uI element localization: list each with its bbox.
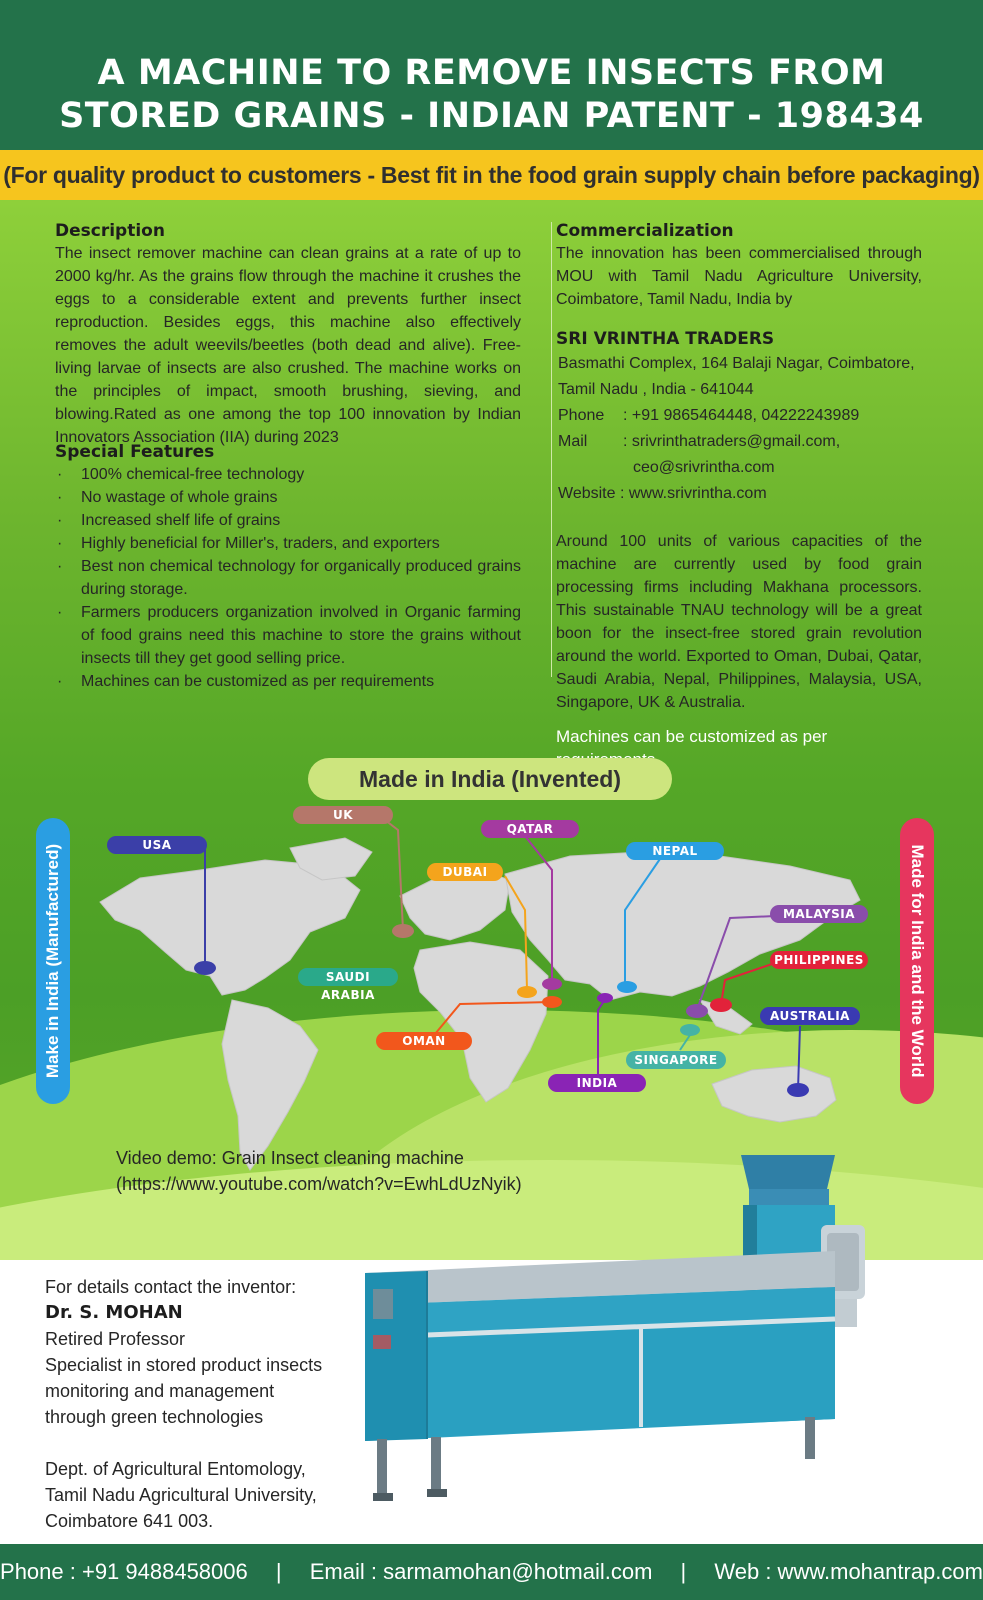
dubai-marker — [517, 986, 537, 998]
made-for-world-label: Made for India and the World — [908, 844, 927, 1078]
footer-separator: | — [275, 1559, 282, 1584]
australia-tag: AUSTRALIA — [760, 1007, 860, 1025]
page-title — [0, 52, 983, 138]
phone-label: Phone — [558, 407, 605, 424]
saudi-arabia-tag: SAUDI ARABIA — [298, 968, 398, 986]
features-list — [55, 463, 521, 693]
company-email[interactable]: : srivrinthatraders@gmail.com, — [623, 433, 841, 450]
made-in-india-banner: Made in India (Invented) — [308, 758, 672, 800]
nepal-marker — [617, 981, 637, 993]
oman-tag: OMAN — [376, 1032, 472, 1050]
dubai-tag: DUBAI — [427, 863, 503, 881]
description-text: The insect remover machine can clean grains at a rate of up to 2000 kg/hr. As the grains flow through the machine it crushes the eggs to a considerable extent and prevents further insect reproduction. Besides eggs, this machine also effectively removes the adult weevils/beetles (both dead and alive). Free-living larvae of insects are also crushed. The machine works on the principles of impact, smooth brushing, sieving, and blowing.Rated as one among the top 100 innovation by Indian Innovators Association (IIA) during 2023 — [55, 245, 521, 446]
uk-tag: UK — [293, 806, 393, 824]
title-line-2: STORED GRAINS - INDIAN PATENT - 198434 — [59, 96, 924, 136]
mail-label: Mail — [558, 433, 588, 450]
inventor-title: Retired Professor — [45, 1329, 186, 1349]
commercialization-heading: Commercialization — [556, 221, 734, 241]
usa-tag: USA — [107, 836, 207, 854]
subtitle-band — [0, 150, 983, 200]
singapore-tag: SINGAPORE — [626, 1051, 726, 1069]
footer-web[interactable]: Web : www.mohantrap.com — [714, 1559, 983, 1584]
inventor-specialty-1: Specialist in stored product insects — [45, 1355, 323, 1375]
footer-separator: | — [680, 1559, 687, 1584]
inventor-specialty-3: through green technologies — [45, 1407, 264, 1427]
australia-marker — [787, 1083, 809, 1097]
singapore-marker — [680, 1024, 700, 1036]
singapore-connector — [680, 1035, 690, 1050]
footer-phone[interactable]: Phone : +91 9488458006 — [0, 1559, 248, 1584]
malaysia-marker — [686, 1004, 708, 1018]
malaysia-tag: MALAYSIA — [770, 905, 868, 923]
india-connector — [598, 998, 606, 1080]
company-contact — [556, 350, 917, 508]
philippines-tag: PHILIPPINES — [770, 951, 868, 969]
uk-marker — [392, 924, 414, 938]
dept-line-3: Coimbatore 641 003. — [45, 1511, 214, 1531]
special-features-section — [55, 441, 521, 693]
commercialization-section — [556, 220, 922, 771]
india-marker — [597, 993, 613, 1003]
contact-intro: For details contact the inventor: — [45, 1277, 297, 1297]
make-in-india-label: Make in India (Manufactured) — [43, 843, 62, 1079]
description-section — [55, 220, 521, 449]
machine-image — [365, 1155, 905, 1535]
feature-item: · Machines can be customized as per requirements — [55, 670, 521, 693]
video-demo-link[interactable]: (https://www.youtube.com/watch?v=EwhLdUzNyik) — [116, 1174, 522, 1194]
feature-item: · Farmers producers organization involved in Organic farming of food grains need this machine to store the grains without insects till they get good selling price. — [55, 601, 521, 670]
column-divider — [551, 222, 552, 677]
main-content — [0, 200, 983, 1260]
feature-item: · 100% chemical-free technology — [55, 463, 521, 486]
feature-item: · No wastage of whole grains — [55, 486, 521, 509]
company-address-1: Basmathi Complex, 164 Balaji Nagar, Coimbatore, — [558, 355, 915, 372]
company-email-2[interactable]: ceo@srivrintha.com — [633, 459, 775, 476]
usage-text: Around 100 units of various capacities of the machine are currently used by food grain processing firms including Makhana processors. This sustainable TNAU technology will be a great boon for the insect-free stored grain revolution around the world. Exported to Oman, Dubai, Qatar, Saudi Arabia, Nepal, Philippines, Malaysia, USA, Singapore, UK & Australia. — [556, 533, 922, 711]
company-phone: : +91 9865464448, 04222243989 — [623, 407, 860, 424]
video-demo-label: Video demo: Grain Insect cleaning machine — [116, 1148, 464, 1168]
qatar-tag: QATAR — [481, 820, 579, 838]
inventor-name: Dr. S. MOHAN — [45, 1302, 183, 1323]
feature-item: · Best non chemical technology for organically produced grains during storage. — [55, 555, 521, 601]
inventor-specialty-2: monitoring and management — [45, 1381, 275, 1401]
nepal-tag: NEPAL — [626, 842, 724, 860]
dept-line-1: Dept. of Agricultural Entomology, — [45, 1459, 306, 1479]
philippines-marker — [710, 998, 732, 1012]
subtitle: (For quality product to customers - Best fit in the food grain supply chain before packaging) — [3, 162, 980, 188]
title-line-1: A MACHINE TO REMOVE INSECTS FROM — [97, 53, 886, 93]
oman-marker — [542, 996, 562, 1008]
feature-item: · Increased shelf life of grains — [55, 509, 521, 532]
africa-shape — [414, 942, 548, 1102]
india-tag: INDIA — [548, 1074, 646, 1092]
header-banner — [0, 0, 983, 150]
asia-shape — [505, 852, 860, 1000]
dept-line-2: Tamil Nadu Agricultural University, — [45, 1485, 317, 1505]
footer-contact-bar — [0, 1544, 983, 1600]
australia-shape — [712, 1066, 836, 1122]
description-heading: Description — [55, 221, 165, 241]
machine-body — [365, 1251, 835, 1441]
qatar-marker — [542, 978, 562, 990]
customize-note: Machines can be customized as per — [556, 727, 828, 746]
company-name: SRI VRINTHA TRADERS — [556, 329, 775, 349]
commercialization-text: The innovation has been commercialised through MOU with Tamil Nadu Agriculture University, Coimbatore, Tamil Nadu, India by — [556, 245, 922, 308]
company-address-2: Tamil Nadu , India - 641044 — [558, 381, 754, 398]
company-website[interactable]: Website : www.srivrintha.com — [558, 485, 767, 502]
footer-email[interactable]: Email : sarmamohan@hotmail.com — [309, 1559, 653, 1584]
inventor-contact — [45, 1274, 322, 1534]
usa-marker — [194, 961, 216, 975]
feature-item: · Highly beneficial for Miller's, traders, and exporters — [55, 532, 521, 555]
special-features-heading: Special Features — [55, 442, 215, 462]
uk-connector — [385, 820, 403, 930]
